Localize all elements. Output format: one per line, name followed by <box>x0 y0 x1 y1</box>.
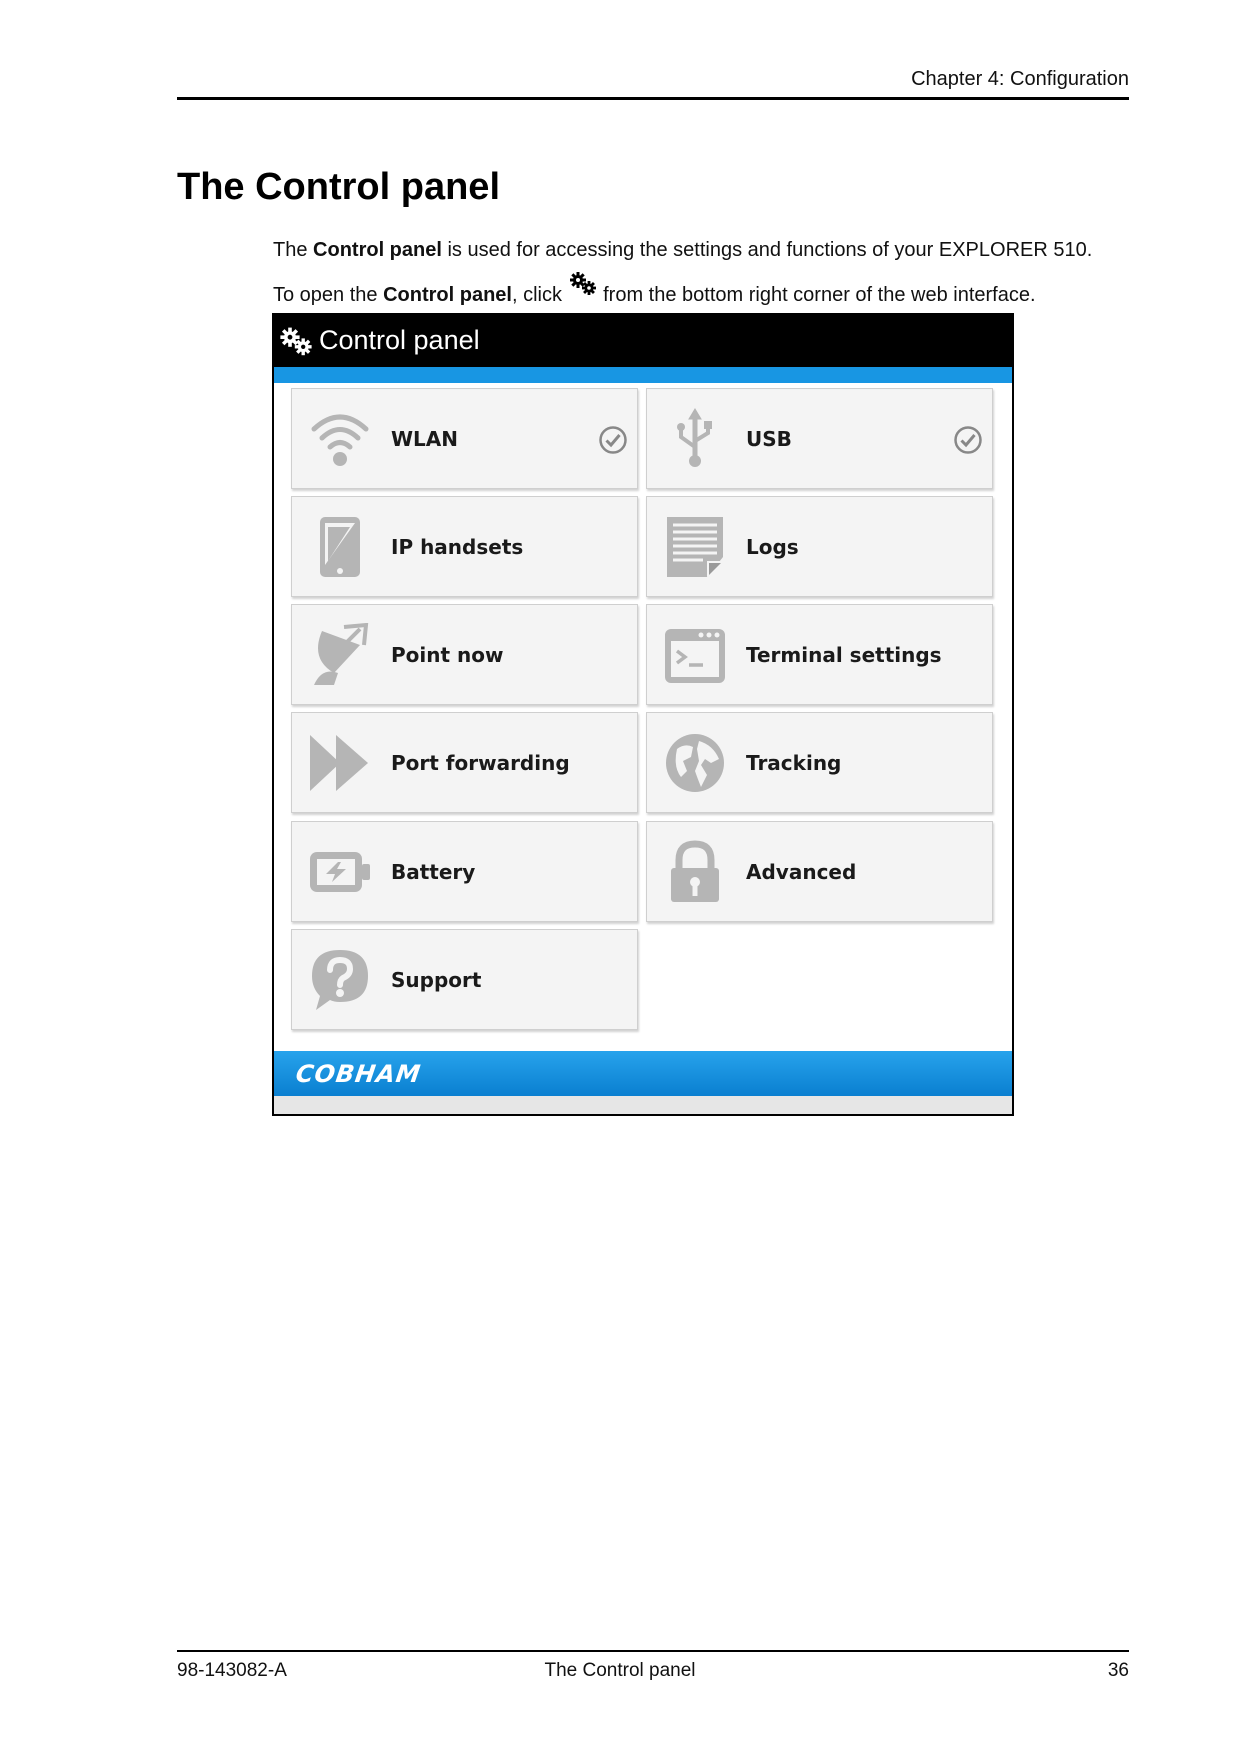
tile-wlan[interactable] <box>291 388 638 489</box>
page-title: The Control panel <box>177 166 500 208</box>
status-strip <box>274 1096 1012 1116</box>
usb-icon <box>663 407 727 471</box>
fast-forward-icon <box>308 731 372 795</box>
footer-section: The Control panel <box>544 1660 696 1681</box>
footer-rule <box>177 1650 1129 1652</box>
tile-port-forwarding[interactable] <box>291 712 638 813</box>
tile-advanced[interactable] <box>646 821 993 922</box>
tile-label: IP handsets <box>391 535 524 559</box>
intro-line-2: To open the Control panel, click from the bottom right corner of the web interface. <box>273 279 1153 307</box>
brand-bar <box>274 1051 1012 1096</box>
satellite-dish-icon <box>308 623 372 687</box>
tile-label: Terminal settings <box>746 643 942 667</box>
header-rule <box>177 97 1129 100</box>
question-bubble-icon <box>308 948 372 1012</box>
wifi-icon <box>308 407 372 471</box>
tile-label: Battery <box>391 860 476 884</box>
check-circle-icon <box>598 425 628 455</box>
tile-battery[interactable] <box>291 821 638 922</box>
tile-label: Advanced <box>746 860 857 884</box>
globe-icon <box>663 731 727 795</box>
handset-icon <box>308 515 372 579</box>
tile-label: WLAN <box>391 427 459 451</box>
control-panel-title: Control panel <box>319 325 480 355</box>
footer-page-number: 36 <box>1107 1660 1129 1681</box>
check-circle-icon <box>953 425 983 455</box>
tile-label: Logs <box>746 535 799 559</box>
footer-doc-number: 98-143082-A <box>177 1660 287 1681</box>
tile-label: Point now <box>391 643 504 667</box>
terminal-icon <box>663 623 727 687</box>
tile-point-now[interactable] <box>291 604 638 705</box>
lock-icon <box>663 840 727 904</box>
accent-bar <box>274 367 1012 383</box>
chapter-header: Chapter 4: Configuration <box>911 68 1129 90</box>
tile-terminal-settings[interactable] <box>646 604 993 705</box>
tile-label: Tracking <box>746 751 842 775</box>
tile-support[interactable] <box>291 929 638 1030</box>
tile-label: Port forwarding <box>391 751 570 775</box>
logs-icon <box>663 515 727 579</box>
tile-ip-handsets[interactable] <box>291 496 638 597</box>
battery-icon <box>308 840 372 904</box>
tile-tracking[interactable] <box>646 712 993 813</box>
cobham-logo: COBHAM <box>294 1060 423 1088</box>
tile-logs[interactable] <box>646 496 993 597</box>
control-panel-screenshot <box>272 313 1014 1116</box>
intro-line-1: The Control panel is used for accessing the settings and functions of your EXPLORER 510. <box>273 239 1093 261</box>
tile-label: Support <box>391 968 482 992</box>
tile-label: USB <box>746 427 792 451</box>
tile-usb[interactable] <box>646 388 993 489</box>
control-panel-titlebar <box>274 315 1012 367</box>
gears-icon <box>568 271 598 297</box>
gears-icon <box>278 326 314 358</box>
